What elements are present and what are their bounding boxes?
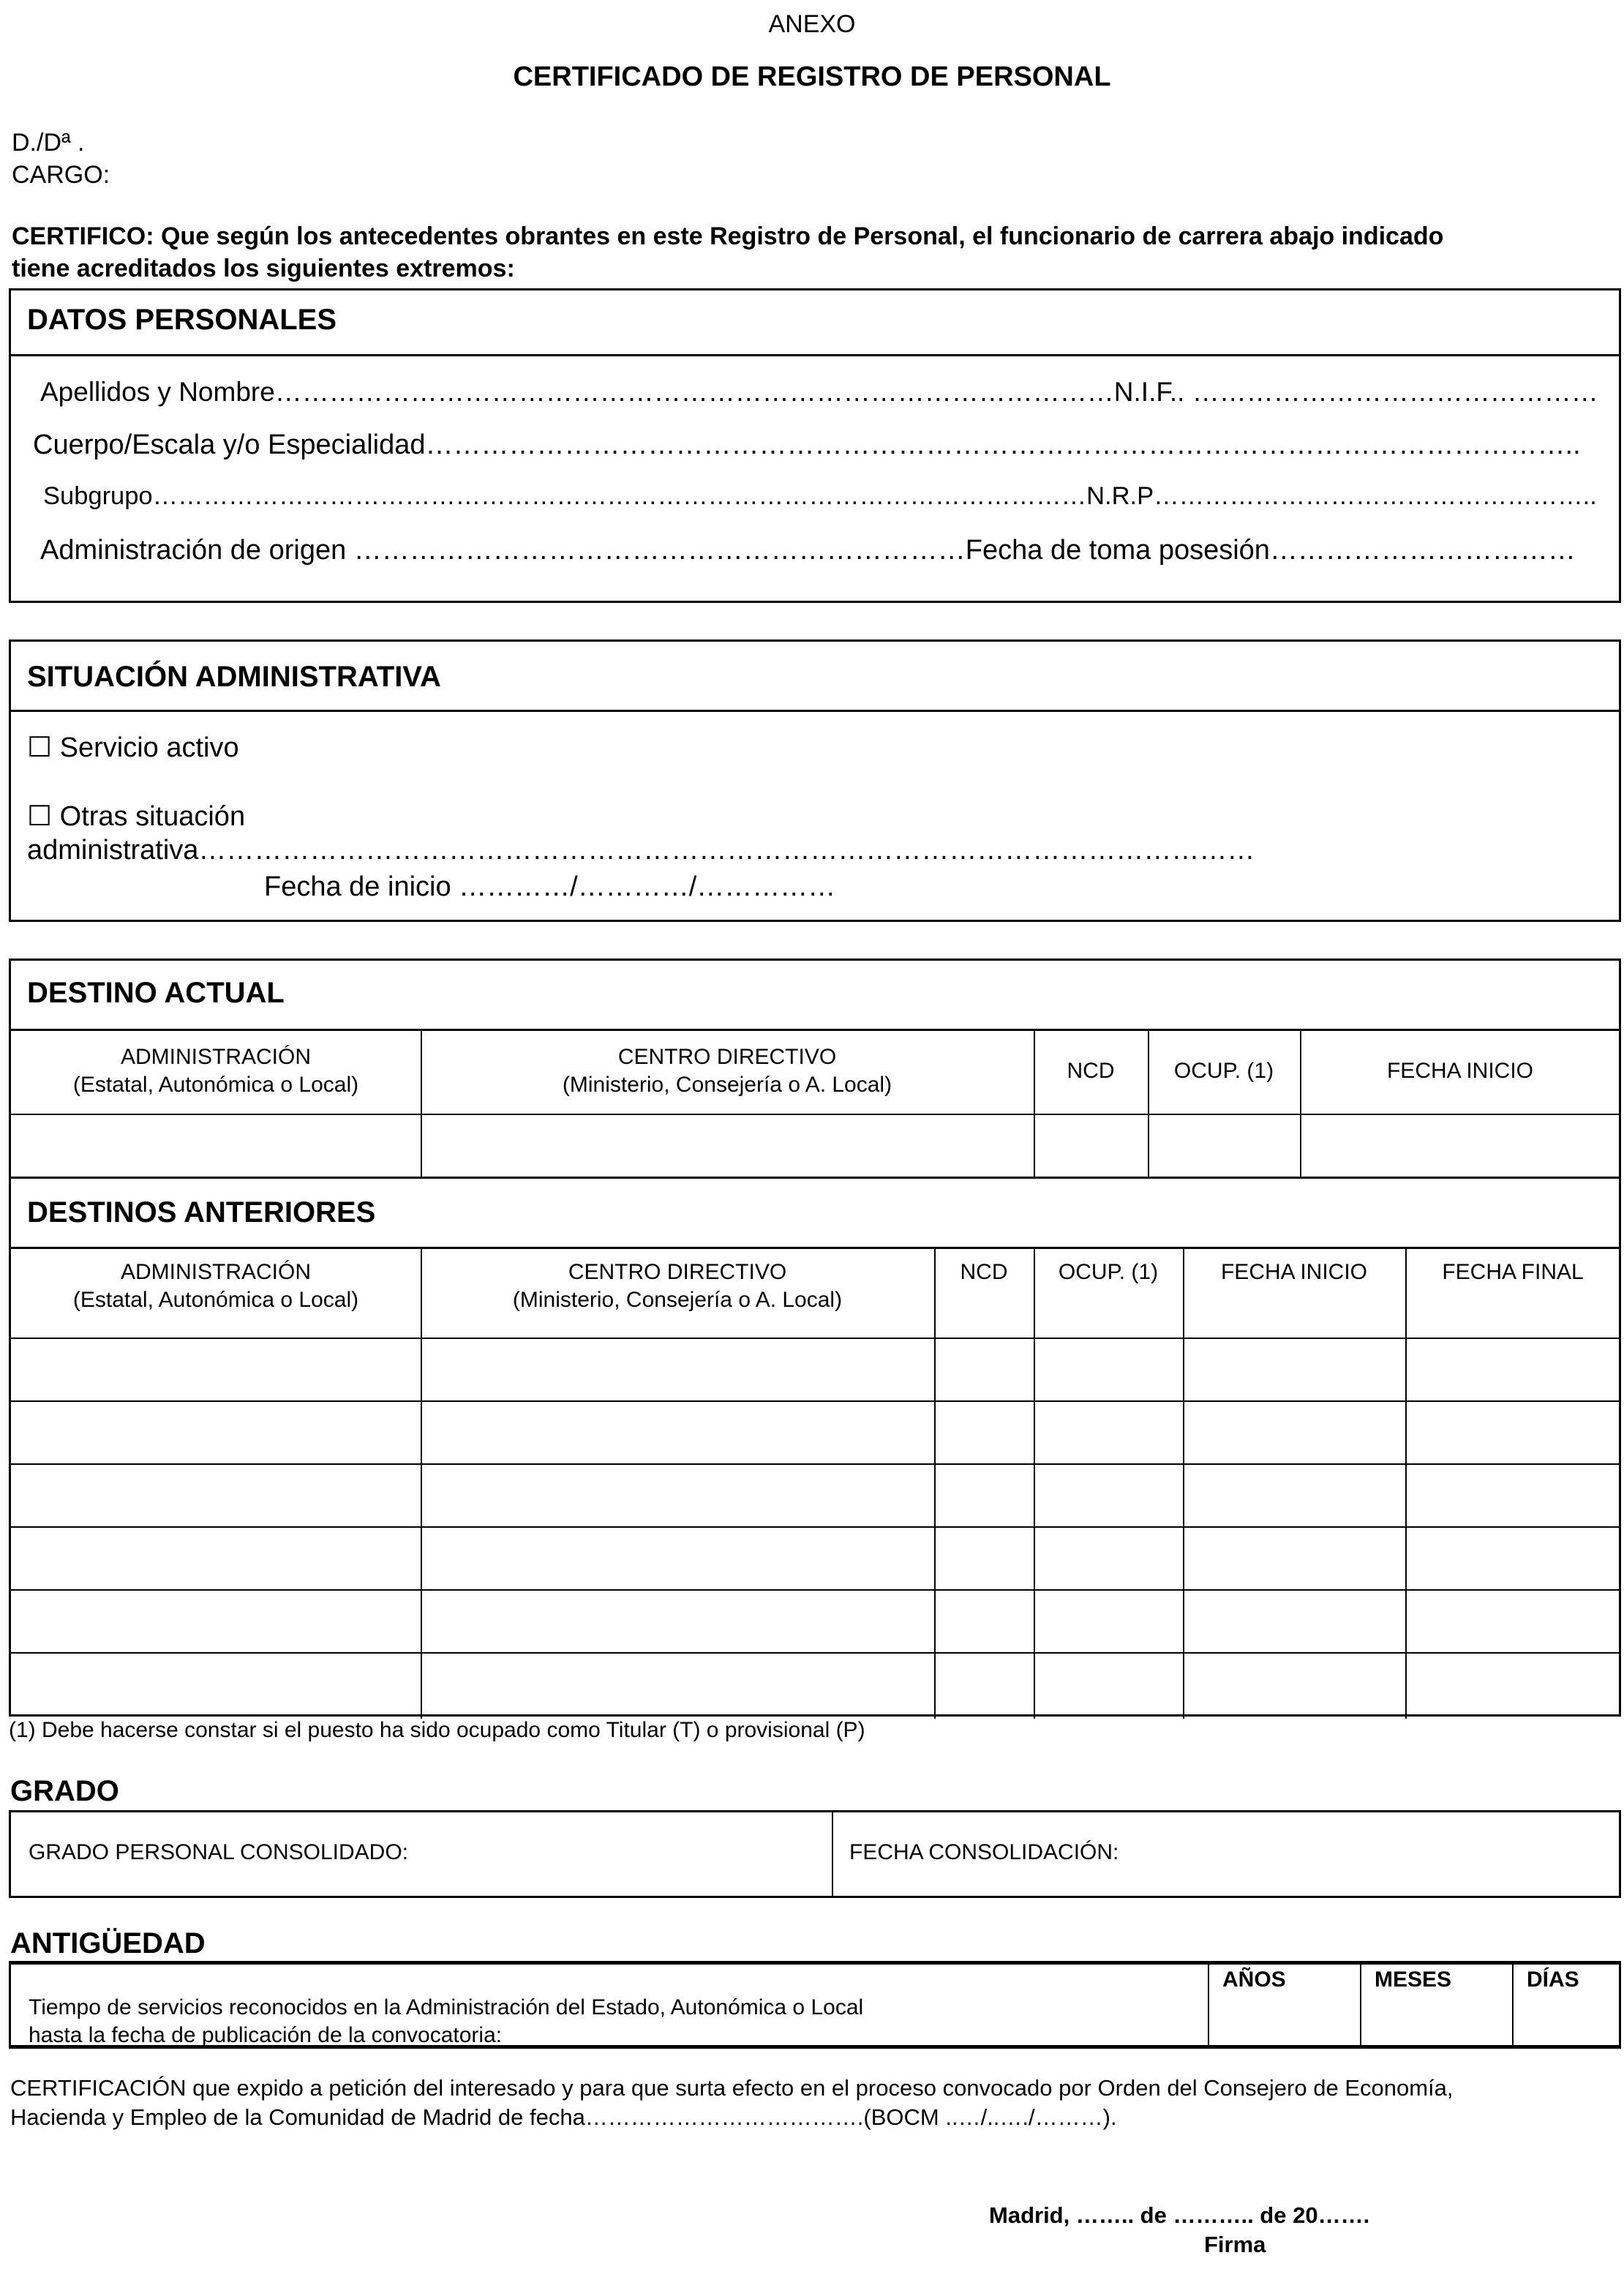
datos-personales-section (9, 288, 1621, 603)
table-cell[interactable] (1148, 1114, 1300, 1177)
destinos-section (9, 959, 1621, 1717)
servicio-activo-option[interactable] (27, 731, 239, 764)
column-header (421, 1029, 1034, 1114)
column-header (11, 1029, 421, 1114)
situacion-section (9, 639, 1621, 922)
administracion-field[interactable]: Administración de origen …………………………………………………………Fecha de toma posesión…………………………… (40, 535, 1576, 566)
table-cell[interactable] (1405, 1338, 1620, 1400)
table-cell[interactable] (1183, 1652, 1405, 1719)
table-cell[interactable] (1183, 1338, 1405, 1400)
table-cell[interactable] (1183, 1400, 1405, 1463)
otras-situacion-option[interactable] (27, 800, 245, 833)
destinos-anteriores-title: DESTINOS ANTERIORES (27, 1196, 376, 1228)
column-header (1183, 1247, 1405, 1338)
table-cell[interactable] (421, 1652, 934, 1719)
table-cell[interactable] (421, 1400, 934, 1463)
table-cell[interactable] (934, 1652, 1034, 1719)
checkbox-icon[interactable]: ☐ (27, 801, 53, 832)
certificacion-line2: Hacienda y Empleo de la Comunidad de Madrid de fecha……………………………….(BOCM ..…/..…./………). (10, 2104, 1117, 2130)
table-cell[interactable] (421, 1526, 934, 1589)
table-cell[interactable] (421, 1463, 934, 1526)
table-cell[interactable] (421, 1338, 934, 1400)
antiguedad-text-line2: hasta la fecha de publicación de la convocatoria: (29, 2023, 503, 2047)
footnote: (1) Debe hacerse constar si el puesto ha sido ocupado como Titular (T) o provisional (P) (9, 1718, 865, 1742)
table-cell[interactable] (1405, 1463, 1620, 1526)
table-cell[interactable] (1300, 1114, 1620, 1177)
column-header (421, 1247, 934, 1338)
certifico-line2: tiene acreditados los siguientes extremos: (12, 255, 515, 282)
place-date: Madrid, …….. de ……….. de 20……. (989, 2202, 1370, 2228)
table-cell[interactable] (1405, 1526, 1620, 1589)
column-header-line1: OCUP. (1) (1173, 1059, 1274, 1083)
table-cell[interactable] (934, 1589, 1034, 1652)
table-cell[interactable] (934, 1463, 1034, 1526)
table-cell[interactable] (11, 1114, 421, 1177)
column-header-line1: NCD (960, 1260, 1008, 1284)
table-cell[interactable] (934, 1338, 1034, 1400)
position-label: CARGO: (12, 161, 110, 189)
column-header-line1: ADMINISTRACIÓN (120, 1045, 311, 1069)
name-label: D./Dª . (12, 129, 85, 157)
table-cell[interactable] (1034, 1400, 1183, 1463)
table-cell[interactable] (1183, 1589, 1405, 1652)
table-cell[interactable] (11, 1463, 421, 1526)
subgrupo-field[interactable]: Subgrupo…………………………………………………………………………………………………N.R.P…………………………………………….. (43, 482, 1597, 510)
cuerpo-field[interactable]: Cuerpo/Escala y/o Especialidad…………………………………………………………………………………………………………….. (33, 429, 1581, 460)
column-header (1034, 1029, 1148, 1114)
antiguedad-title: ANTIGÜEDAD (10, 1927, 206, 1959)
antiguedad-table (9, 1961, 1621, 2049)
table-cell[interactable] (1034, 1114, 1148, 1177)
column-header-line1: OCUP. (1) (1058, 1260, 1159, 1284)
annex-label: ANEXO (768, 10, 856, 38)
column-header-line1: CENTRO DIRECTIVO (568, 1260, 787, 1284)
otras-situacion-field[interactable]: administrativa…………………………………………………………………………………………………… (27, 835, 1255, 866)
table-cell[interactable] (1034, 1589, 1183, 1652)
firma-label: Firma (1204, 2232, 1266, 2257)
table-cell[interactable] (11, 1589, 421, 1652)
column-header (1148, 1029, 1300, 1114)
column-header-line1: FECHA INICIO (1220, 1260, 1368, 1284)
column-header (1034, 1247, 1183, 1338)
column-header-line1: CENTRO DIRECTIVO (617, 1045, 837, 1069)
table-cell[interactable] (1405, 1400, 1620, 1463)
column-header-line2: (Estatal, Autonómica o Local) (72, 1073, 359, 1097)
grado-table (9, 1810, 1621, 1898)
column-header-line1: ADMINISTRACIÓN (120, 1260, 311, 1284)
table-cell[interactable] (1034, 1652, 1183, 1719)
fecha-inicio-field[interactable]: Fecha de inicio …………/…………/…………… (264, 871, 836, 902)
column-header (11, 1247, 421, 1338)
column-header-line1: FECHA INICIO (1386, 1059, 1534, 1083)
table-cell[interactable] (1405, 1589, 1620, 1652)
servicio-activo-label: Servicio activo (59, 732, 239, 763)
table-cell[interactable] (11, 1652, 421, 1719)
situacion-title: SITUACIÓN ADMINISTRATIVA (27, 661, 441, 693)
column-header (934, 1247, 1034, 1338)
table-cell[interactable] (11, 1338, 421, 1400)
certificacion-line1: CERTIFICACIÓN que expido a petición del interesado y para que surta efecto en el proceso convocado por Orden del Consejero de Economía, (10, 2075, 1454, 2101)
otras-situacion-label: Otras situación (59, 801, 246, 832)
table-cell[interactable] (1034, 1463, 1183, 1526)
grado-consolidado-label: GRADO PERSONAL CONSOLIDADO: (29, 1840, 408, 1864)
table-cell[interactable] (1034, 1526, 1183, 1589)
table-cell[interactable] (1405, 1652, 1620, 1719)
table-cell[interactable] (934, 1400, 1034, 1463)
certifico-line1: CERTIFICO: Que según los antecedentes obrantes en este Registro de Personal, el funcionario de carrera abajo indicado (12, 222, 1444, 250)
table-cell[interactable] (421, 1114, 1034, 1177)
anos-header: AÑOS (1222, 1967, 1286, 1992)
dias-header: DÍAS (1527, 1967, 1579, 1992)
column-header-line2: (Estatal, Autonómica o Local) (72, 1288, 359, 1312)
table-cell[interactable] (1183, 1526, 1405, 1589)
column-header (1300, 1029, 1620, 1114)
antiguedad-text-line1: Tiempo de servicios reconocidos en la Administración del Estado, Autonómica o Local (29, 1995, 864, 2019)
checkbox-icon[interactable]: ☐ (27, 732, 53, 763)
table-cell[interactable] (11, 1526, 421, 1589)
column-header (1405, 1247, 1620, 1338)
column-header-line1: FECHA FINAL (1442, 1260, 1584, 1284)
fecha-consolidacion-label: FECHA CONSOLIDACIÓN: (849, 1840, 1119, 1864)
destino-actual-title: DESTINO ACTUAL (27, 977, 285, 1009)
table-cell[interactable] (421, 1589, 934, 1652)
grado-title: GRADO (10, 1775, 119, 1807)
apellidos-field[interactable]: Apellidos y Nombre…………………………………………………………………………………N.I.F.. ……………………………………… (40, 377, 1598, 407)
datos-personales-title: DATOS PERSONALES (27, 304, 337, 336)
column-header-line2: (Ministerio, Consejería o A. Local) (562, 1073, 892, 1097)
table-cell[interactable] (1183, 1463, 1405, 1526)
column-header-line1: NCD (1067, 1059, 1115, 1083)
table-cell[interactable] (11, 1400, 421, 1463)
meses-header: MESES (1375, 1967, 1452, 1992)
table-cell[interactable] (934, 1526, 1034, 1589)
page-title: CERTIFICADO DE REGISTRO DE PERSONAL (513, 61, 1111, 92)
table-cell[interactable] (1034, 1338, 1183, 1400)
column-header-line2: (Ministerio, Consejería o A. Local) (512, 1288, 843, 1312)
